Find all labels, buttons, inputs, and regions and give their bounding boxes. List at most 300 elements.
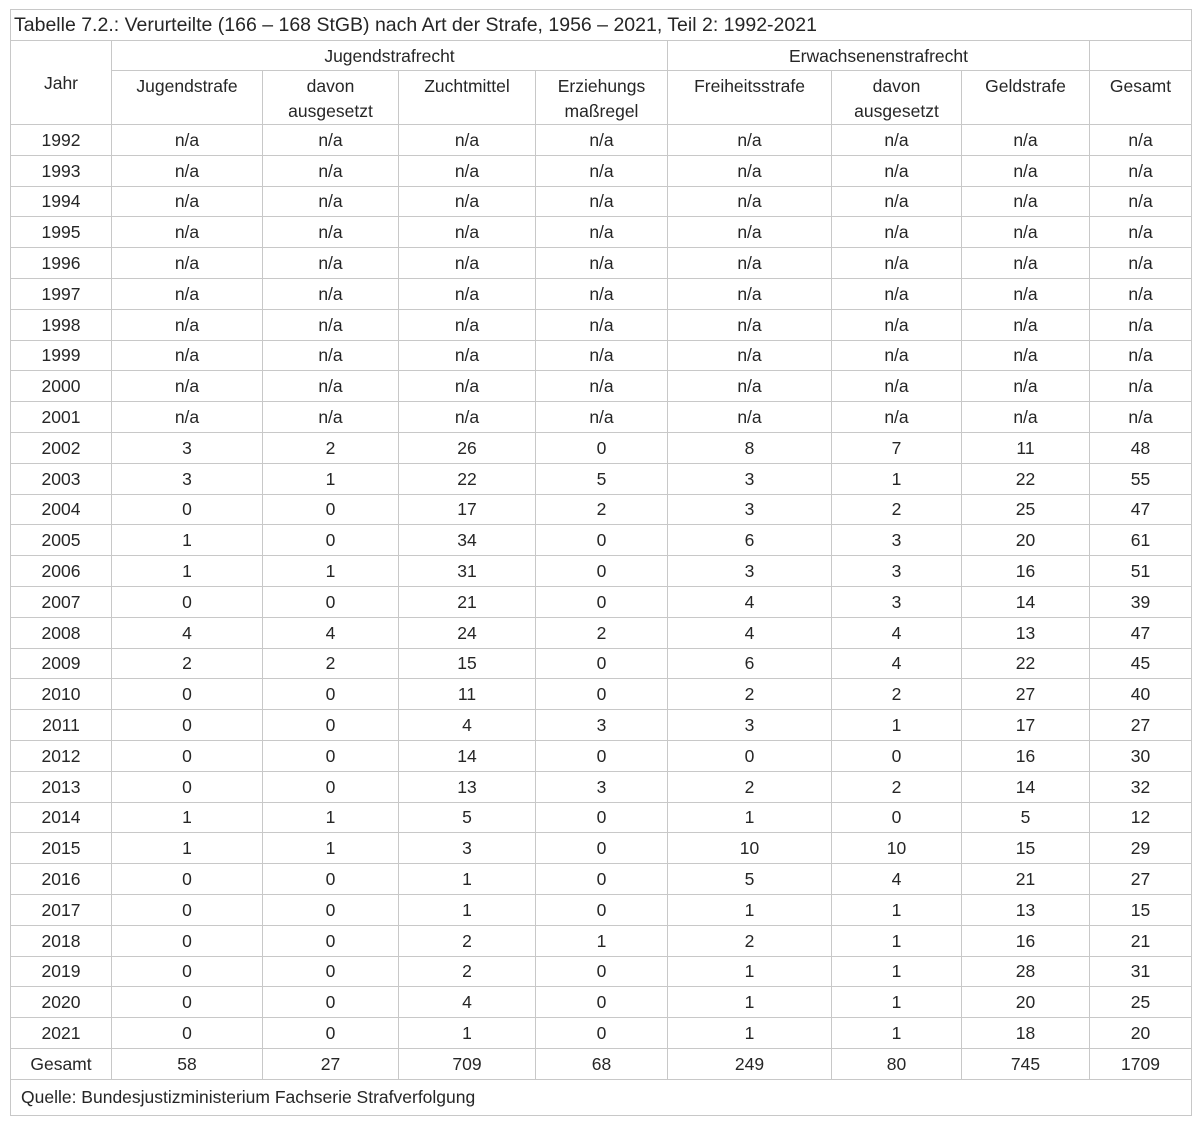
value-cell: n/a [668, 248, 832, 279]
group-header-empty [1090, 41, 1192, 71]
value-cell: n/a [263, 125, 399, 156]
value-cell: n/a [1090, 155, 1192, 186]
value-cell: 51 [1090, 556, 1192, 587]
value-cell: 1 [668, 802, 832, 833]
value-cell: 3 [832, 556, 962, 587]
year-cell: 2010 [11, 679, 112, 710]
value-cell: 2 [668, 925, 832, 956]
value-cell: 3 [668, 463, 832, 494]
value-cell: n/a [536, 340, 668, 371]
value-cell: 0 [536, 894, 668, 925]
value-cell: 0 [263, 956, 399, 987]
year-cell: 1995 [11, 217, 112, 248]
value-cell: n/a [962, 186, 1090, 217]
value-cell: n/a [536, 278, 668, 309]
value-cell: 4 [399, 710, 536, 741]
value-cell: n/a [536, 248, 668, 279]
value-cell: n/a [536, 402, 668, 433]
value-cell: 17 [962, 710, 1090, 741]
value-cell: 13 [962, 894, 1090, 925]
value-cell: n/a [112, 155, 263, 186]
year-cell: 2005 [11, 525, 112, 556]
table-row [11, 371, 1192, 402]
total-cell: 27 [263, 1048, 399, 1079]
column-header-davon-ausgesetzt-jugend [263, 71, 399, 125]
value-cell: n/a [962, 278, 1090, 309]
value-cell: n/a [263, 340, 399, 371]
value-cell: n/a [832, 248, 962, 279]
value-cell: 3 [668, 494, 832, 525]
value-cell: 0 [536, 987, 668, 1018]
value-cell: 0 [832, 802, 962, 833]
value-cell: n/a [1090, 371, 1192, 402]
value-cell: 3 [668, 556, 832, 587]
sentencing-table [10, 9, 1192, 1116]
value-cell: 2 [399, 956, 536, 987]
table-row [11, 586, 1192, 617]
value-cell: 1 [668, 1018, 832, 1049]
value-cell: 31 [1090, 956, 1192, 987]
value-cell: 22 [399, 463, 536, 494]
value-cell: 0 [536, 648, 668, 679]
value-cell: n/a [536, 125, 668, 156]
value-cell: n/a [399, 155, 536, 186]
value-cell: n/a [399, 278, 536, 309]
value-cell: n/a [832, 371, 962, 402]
value-cell: 3 [536, 771, 668, 802]
value-cell: 40 [1090, 679, 1192, 710]
value-cell: 0 [536, 864, 668, 895]
source-note: Quelle: Bundesjustizministerium Fachserie Strafverfolgung [11, 1079, 1192, 1115]
value-cell: n/a [263, 186, 399, 217]
value-cell: 47 [1090, 494, 1192, 525]
value-cell: 30 [1090, 740, 1192, 771]
value-cell: 4 [263, 617, 399, 648]
column-header-jugendstrafe: Jugendstrafe [112, 71, 263, 125]
value-cell: n/a [668, 186, 832, 217]
value-cell: 11 [399, 679, 536, 710]
value-cell: 2 [536, 617, 668, 648]
value-cell: 61 [1090, 525, 1192, 556]
value-cell: 21 [1090, 925, 1192, 956]
value-cell: 3 [112, 463, 263, 494]
table-row [11, 525, 1192, 556]
value-cell: n/a [668, 125, 832, 156]
value-cell: 4 [112, 617, 263, 648]
value-cell: 0 [536, 956, 668, 987]
table-row [11, 648, 1192, 679]
value-cell: 16 [962, 556, 1090, 587]
value-cell: 1 [263, 463, 399, 494]
value-cell: n/a [668, 402, 832, 433]
total-cell: 249 [668, 1048, 832, 1079]
year-cell: 2007 [11, 586, 112, 617]
value-cell: 1 [112, 802, 263, 833]
value-cell: 0 [112, 864, 263, 895]
year-cell: 1994 [11, 186, 112, 217]
column-header-gesamt: Gesamt [1090, 71, 1192, 125]
table-row [11, 740, 1192, 771]
value-cell: 26 [399, 432, 536, 463]
value-cell: 2 [668, 771, 832, 802]
year-cell: 2011 [11, 710, 112, 741]
value-cell: n/a [112, 186, 263, 217]
value-cell: 3 [399, 833, 536, 864]
value-cell: 27 [962, 679, 1090, 710]
value-cell: 14 [962, 586, 1090, 617]
value-cell: 6 [668, 648, 832, 679]
value-cell: 22 [962, 463, 1090, 494]
value-cell: 4 [832, 648, 962, 679]
table-row [11, 617, 1192, 648]
value-cell: 0 [112, 894, 263, 925]
table-row [11, 278, 1192, 309]
value-cell: 0 [112, 987, 263, 1018]
value-cell: n/a [1090, 278, 1192, 309]
value-cell: n/a [536, 371, 668, 402]
total-cell: 1709 [1090, 1048, 1192, 1079]
value-cell: 4 [668, 586, 832, 617]
table-row [11, 248, 1192, 279]
value-cell: 11 [962, 432, 1090, 463]
value-cell: 1 [399, 1018, 536, 1049]
year-cell: 2014 [11, 802, 112, 833]
year-cell: 2002 [11, 432, 112, 463]
year-cell: 2001 [11, 402, 112, 433]
table-row [11, 340, 1192, 371]
value-cell: n/a [399, 248, 536, 279]
value-cell: 2 [536, 494, 668, 525]
value-cell: 2 [832, 494, 962, 525]
value-cell: n/a [832, 278, 962, 309]
value-cell: 2 [832, 771, 962, 802]
value-cell: 0 [112, 1018, 263, 1049]
table-row [11, 494, 1192, 525]
value-cell: 1 [112, 556, 263, 587]
table-row [11, 710, 1192, 741]
value-cell: 27 [1090, 710, 1192, 741]
value-cell: 55 [1090, 463, 1192, 494]
value-cell: 21 [962, 864, 1090, 895]
value-cell: 1 [832, 1018, 962, 1049]
value-cell: 22 [962, 648, 1090, 679]
year-cell: 2020 [11, 987, 112, 1018]
value-cell: 1 [263, 833, 399, 864]
table-row [11, 956, 1192, 987]
value-cell: 4 [832, 617, 962, 648]
value-cell: n/a [832, 402, 962, 433]
table-row [11, 556, 1192, 587]
total-cell: 68 [536, 1048, 668, 1079]
value-cell: 0 [536, 802, 668, 833]
value-cell: 25 [962, 494, 1090, 525]
value-cell: n/a [832, 217, 962, 248]
value-cell: 16 [962, 925, 1090, 956]
value-cell: 28 [962, 956, 1090, 987]
value-cell: n/a [962, 371, 1090, 402]
value-cell: 0 [112, 771, 263, 802]
value-cell: 17 [399, 494, 536, 525]
value-cell: 14 [962, 771, 1090, 802]
value-cell: n/a [962, 402, 1090, 433]
total-cell: Gesamt [11, 1048, 112, 1079]
value-cell: 10 [832, 833, 962, 864]
value-cell: 0 [263, 987, 399, 1018]
table-row [11, 833, 1192, 864]
value-cell: 13 [962, 617, 1090, 648]
value-cell: n/a [536, 309, 668, 340]
table-row [11, 217, 1192, 248]
column-header-erziehungsmassregel [536, 71, 668, 125]
value-cell: n/a [399, 186, 536, 217]
value-cell: n/a [1090, 217, 1192, 248]
value-cell: 2 [263, 432, 399, 463]
group-header-erwachsenenstrafrecht: Erwachsenenstrafrecht [668, 41, 1090, 71]
value-cell: 21 [399, 586, 536, 617]
value-cell: 0 [263, 894, 399, 925]
value-cell: 45 [1090, 648, 1192, 679]
year-cell: 2015 [11, 833, 112, 864]
total-row [11, 1048, 1192, 1079]
year-cell: 2012 [11, 740, 112, 771]
value-cell: 13 [399, 771, 536, 802]
value-cell: n/a [668, 278, 832, 309]
value-cell: 0 [536, 432, 668, 463]
year-cell: 1997 [11, 278, 112, 309]
value-cell: 0 [263, 864, 399, 895]
header-line: davon [306, 76, 355, 96]
column-header-davon-ausgesetzt-erwachsene [832, 71, 962, 125]
value-cell: n/a [668, 340, 832, 371]
value-cell: n/a [1090, 340, 1192, 371]
value-cell: 2 [263, 648, 399, 679]
value-cell: 0 [263, 771, 399, 802]
table-row [11, 894, 1192, 925]
value-cell: n/a [399, 125, 536, 156]
total-cell: 709 [399, 1048, 536, 1079]
value-cell: 1 [112, 525, 263, 556]
value-cell: 16 [962, 740, 1090, 771]
value-cell: n/a [832, 125, 962, 156]
value-cell: 1 [832, 956, 962, 987]
value-cell: 0 [536, 679, 668, 710]
value-cell: 0 [668, 740, 832, 771]
value-cell: n/a [263, 402, 399, 433]
value-cell: n/a [1090, 309, 1192, 340]
value-cell: n/a [112, 125, 263, 156]
year-cell: 2017 [11, 894, 112, 925]
value-cell: 24 [399, 617, 536, 648]
value-cell: n/a [832, 186, 962, 217]
value-cell: n/a [112, 217, 263, 248]
table-row [11, 432, 1192, 463]
value-cell: n/a [536, 155, 668, 186]
value-cell: 29 [1090, 833, 1192, 864]
value-cell: 0 [112, 925, 263, 956]
year-cell: 1992 [11, 125, 112, 156]
year-cell: 2006 [11, 556, 112, 587]
value-cell: 25 [1090, 987, 1192, 1018]
year-cell: 1996 [11, 248, 112, 279]
value-cell: 1 [668, 894, 832, 925]
value-cell: 1 [832, 463, 962, 494]
value-cell: n/a [1090, 186, 1192, 217]
year-cell: 2013 [11, 771, 112, 802]
table-row [11, 802, 1192, 833]
value-cell: 2 [832, 679, 962, 710]
value-cell: n/a [263, 155, 399, 186]
value-cell: 27 [1090, 864, 1192, 895]
value-cell: n/a [112, 278, 263, 309]
value-cell: 20 [962, 525, 1090, 556]
header-line: maßregel [564, 101, 639, 121]
value-cell: n/a [832, 309, 962, 340]
value-cell: n/a [832, 155, 962, 186]
year-cell: 1993 [11, 155, 112, 186]
value-cell: 1 [399, 864, 536, 895]
table-row [11, 864, 1192, 895]
value-cell: n/a [112, 402, 263, 433]
value-cell: n/a [668, 217, 832, 248]
value-cell: 10 [668, 833, 832, 864]
total-cell: 745 [962, 1048, 1090, 1079]
value-cell: 31 [399, 556, 536, 587]
value-cell: n/a [112, 309, 263, 340]
value-cell: 15 [399, 648, 536, 679]
value-cell: 7 [832, 432, 962, 463]
header-line: Erziehungs [557, 76, 646, 96]
value-cell: 0 [263, 1018, 399, 1049]
table-row [11, 309, 1192, 340]
year-cell: 2000 [11, 371, 112, 402]
value-cell: n/a [668, 371, 832, 402]
value-cell: 0 [536, 556, 668, 587]
year-cell: 2003 [11, 463, 112, 494]
value-cell: n/a [1090, 125, 1192, 156]
value-cell: 0 [112, 494, 263, 525]
value-cell: n/a [832, 340, 962, 371]
year-cell: 1998 [11, 309, 112, 340]
group-header-jugendstrafrecht: Jugendstrafrecht [112, 41, 668, 71]
value-cell: n/a [1090, 402, 1192, 433]
table-row [11, 125, 1192, 156]
value-cell: 1 [263, 802, 399, 833]
value-cell: n/a [263, 248, 399, 279]
year-cell: 2019 [11, 956, 112, 987]
value-cell: 0 [112, 586, 263, 617]
value-cell: 0 [112, 710, 263, 741]
value-cell: 1 [399, 894, 536, 925]
year-cell: 2021 [11, 1018, 112, 1049]
value-cell: 0 [263, 740, 399, 771]
table-row [11, 402, 1192, 433]
table-row [11, 155, 1192, 186]
value-cell: 1 [832, 987, 962, 1018]
value-cell: n/a [962, 217, 1090, 248]
year-cell: 1999 [11, 340, 112, 371]
value-cell: 0 [263, 710, 399, 741]
value-cell: n/a [962, 125, 1090, 156]
value-cell: n/a [536, 217, 668, 248]
header-line: ausgesetzt [854, 101, 939, 121]
value-cell: 3 [832, 586, 962, 617]
value-cell: n/a [668, 309, 832, 340]
header-line: davon [872, 76, 921, 96]
value-cell: 1 [668, 956, 832, 987]
header-line: ausgesetzt [288, 101, 373, 121]
value-cell: 0 [263, 679, 399, 710]
value-cell: 0 [536, 740, 668, 771]
value-cell: n/a [399, 371, 536, 402]
value-cell: n/a [263, 371, 399, 402]
value-cell: 3 [668, 710, 832, 741]
value-cell: n/a [399, 217, 536, 248]
value-cell: 18 [962, 1018, 1090, 1049]
value-cell: n/a [263, 278, 399, 309]
value-cell: 5 [536, 463, 668, 494]
value-cell: 4 [668, 617, 832, 648]
value-cell: 0 [536, 1018, 668, 1049]
table-row [11, 186, 1192, 217]
total-cell: 80 [832, 1048, 962, 1079]
value-cell: 1 [263, 556, 399, 587]
value-cell: 3 [112, 432, 263, 463]
value-cell: n/a [399, 309, 536, 340]
value-cell: 0 [263, 494, 399, 525]
value-cell: 0 [263, 525, 399, 556]
value-cell: 0 [832, 740, 962, 771]
value-cell: 0 [536, 833, 668, 864]
value-cell: 1 [668, 987, 832, 1018]
column-header-zuchtmittel: Zuchtmittel [399, 71, 536, 125]
value-cell: 3 [536, 710, 668, 741]
table-caption: Tabelle 7.2.: Verurteilte (166 – 168 StGB) nach Art der Strafe, 1956 – 2021, Teil 2: 1992-2021 [11, 10, 1192, 41]
value-cell: 34 [399, 525, 536, 556]
value-cell: 20 [962, 987, 1090, 1018]
value-cell: 48 [1090, 432, 1192, 463]
value-cell: 4 [399, 987, 536, 1018]
value-cell: 0 [112, 740, 263, 771]
table-row [11, 771, 1192, 802]
table-row [11, 463, 1192, 494]
table-row [11, 679, 1192, 710]
value-cell: 4 [832, 864, 962, 895]
value-cell: 0 [112, 679, 263, 710]
year-cell: 2004 [11, 494, 112, 525]
value-cell: 0 [536, 586, 668, 617]
value-cell: n/a [263, 217, 399, 248]
value-cell: n/a [263, 309, 399, 340]
value-cell: 1 [832, 894, 962, 925]
value-cell: 47 [1090, 617, 1192, 648]
value-cell: 5 [668, 864, 832, 895]
value-cell: 12 [1090, 802, 1192, 833]
value-cell: 0 [536, 525, 668, 556]
year-cell: 2016 [11, 864, 112, 895]
value-cell: 15 [962, 833, 1090, 864]
value-cell: 15 [1090, 894, 1192, 925]
value-cell: n/a [962, 309, 1090, 340]
value-cell: 8 [668, 432, 832, 463]
value-cell: 5 [399, 802, 536, 833]
column-header-geldstrafe: Geldstrafe [962, 71, 1090, 125]
value-cell: 1 [832, 710, 962, 741]
value-cell: 0 [112, 956, 263, 987]
value-cell: 2 [668, 679, 832, 710]
value-cell: n/a [112, 371, 263, 402]
year-cell: 2009 [11, 648, 112, 679]
value-cell: n/a [962, 248, 1090, 279]
